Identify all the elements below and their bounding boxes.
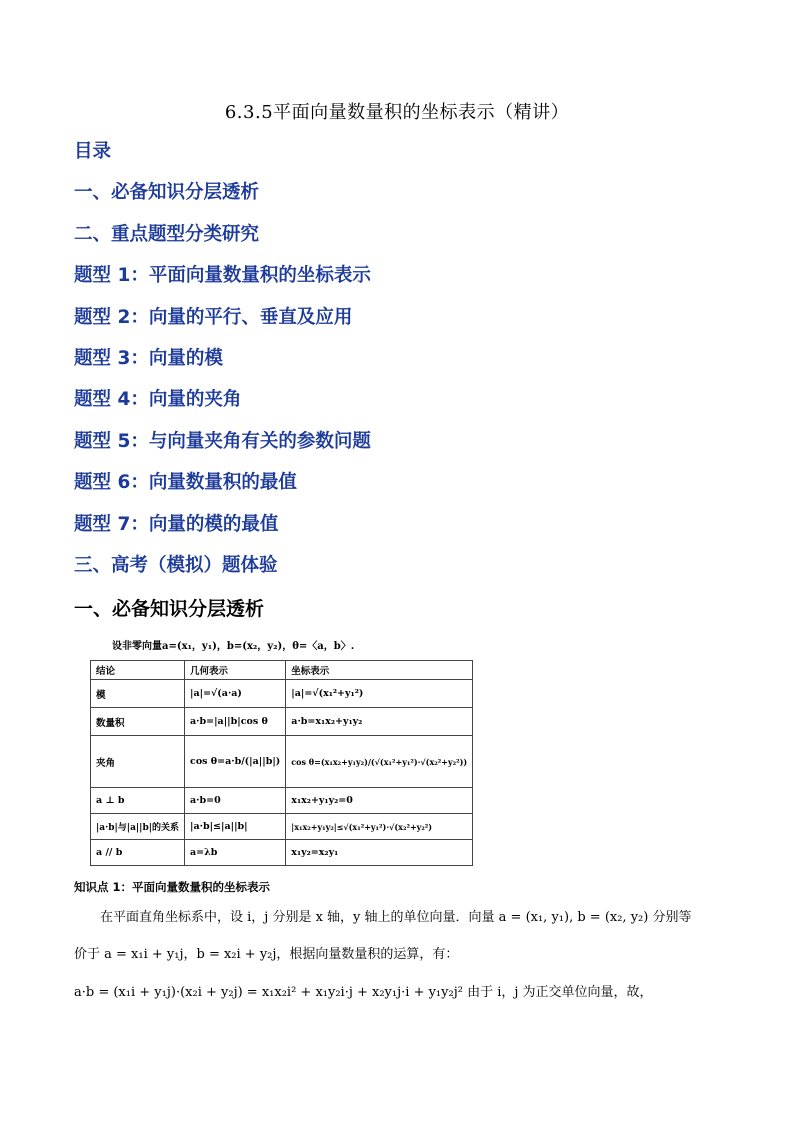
knowledge-point-heading: 知识点 1：平面向量数量积的坐标表示	[74, 880, 271, 894]
header-cell: 坐标表示	[286, 661, 473, 680]
table-of-contents	[74, 138, 371, 593]
table-cell: |a|=√(x₁²+y₁²)	[286, 680, 473, 708]
table-row	[91, 736, 473, 788]
table-cell: |a|=√(a·a)	[185, 680, 286, 708]
table-row	[91, 788, 473, 814]
table-cell: a=λb	[185, 840, 286, 866]
table-cell: cos θ=(x₁x₂+y₁y₂)/(√(x₁²+y₁²)·√(x₂²+y₂²))	[286, 736, 473, 788]
toc-item[interactable]: 题型 6：向量数量积的最值	[74, 472, 297, 494]
table-cell: x₁x₂+y₁y₂=0	[286, 788, 473, 814]
table-cell: a ⊥ b	[91, 788, 185, 814]
table-cell: 模	[91, 680, 185, 708]
table-cell: 夹角	[91, 736, 185, 788]
table-row	[91, 840, 473, 866]
header-cell: 几何表示	[185, 661, 286, 680]
table-row	[91, 680, 473, 708]
table-row	[91, 814, 473, 840]
toc-item[interactable]: 二、重点题型分类研究	[74, 223, 260, 245]
document-title: 6.3.5平面向量数量积的坐标表示（精讲）	[224, 102, 570, 123]
table-row	[91, 708, 473, 736]
table-header-row	[91, 661, 473, 680]
toc-item[interactable]: 三、高考（模拟）题体验	[74, 554, 278, 576]
table-cell: x₁y₂=x₂y₁	[286, 840, 473, 866]
section-heading: 一、必备知识分层透析	[74, 598, 265, 620]
toc-item[interactable]: 一、必备知识分层透析	[74, 182, 260, 204]
table-cell: cos θ=a·b/(|a||b|)	[185, 736, 286, 788]
table-cell: a·b=|a||b|cos θ	[185, 708, 286, 736]
toc-item[interactable]: 题型 4：向量的夹角	[74, 389, 242, 411]
table-cell: 数量积	[91, 708, 185, 736]
toc-item[interactable]: 题型 5：与向量夹角有关的参数问题	[74, 430, 371, 452]
table-cell: a·b=0	[185, 788, 286, 814]
knowledge-table	[90, 660, 473, 866]
paragraph: 价于 a = x₁i + y₁j，b = x₂i + y₂j，根据向量数量积的运算，有：	[74, 947, 459, 962]
figure-caption: 设非零向量a=(x₁，y₁)，b=(x₂，y₂)，θ=〈a，b〉.	[112, 641, 355, 652]
table-cell: |x₁x₂+y₁y₂|≤√(x₁²+y₁²)·√(x₂²+y₂²)	[286, 814, 473, 840]
toc-item[interactable]: 题型 1：平面向量数量积的坐标表示	[74, 265, 371, 287]
table-cell: a·b=x₁x₂+y₁y₂	[286, 708, 473, 736]
knowledge-table-figure	[90, 636, 468, 866]
paragraph: a·b = (x₁i + y₁j)·(x₂i + y₂j) = x₁x₂i² + x₁y₂i·j + x₂y₁j·i + y₁y₂j² 由于 i，j 为正交单位向量，故，	[74, 985, 653, 1000]
header-cell: 结论	[91, 661, 185, 680]
table-cell: |a·b|≤|a||b|	[185, 814, 286, 840]
toc-item[interactable]: 题型 2：向量的平行、垂直及应用	[74, 306, 353, 328]
table-cell: |a·b|与|a||b|的关系	[91, 814, 185, 840]
paragraph: 在平面直角坐标系中，设 i，j 分别是 x 轴，y 轴上的单位向量．向量 a = (x₁, y₁), b = (x₂, y₂) 分别等	[100, 910, 692, 925]
toc-heading: 目录	[74, 141, 112, 162]
toc-item[interactable]: 题型 7：向量的模的最值	[74, 513, 279, 535]
toc-item[interactable]: 题型 3：向量的模	[74, 347, 223, 369]
table-cell: a // b	[91, 840, 185, 866]
